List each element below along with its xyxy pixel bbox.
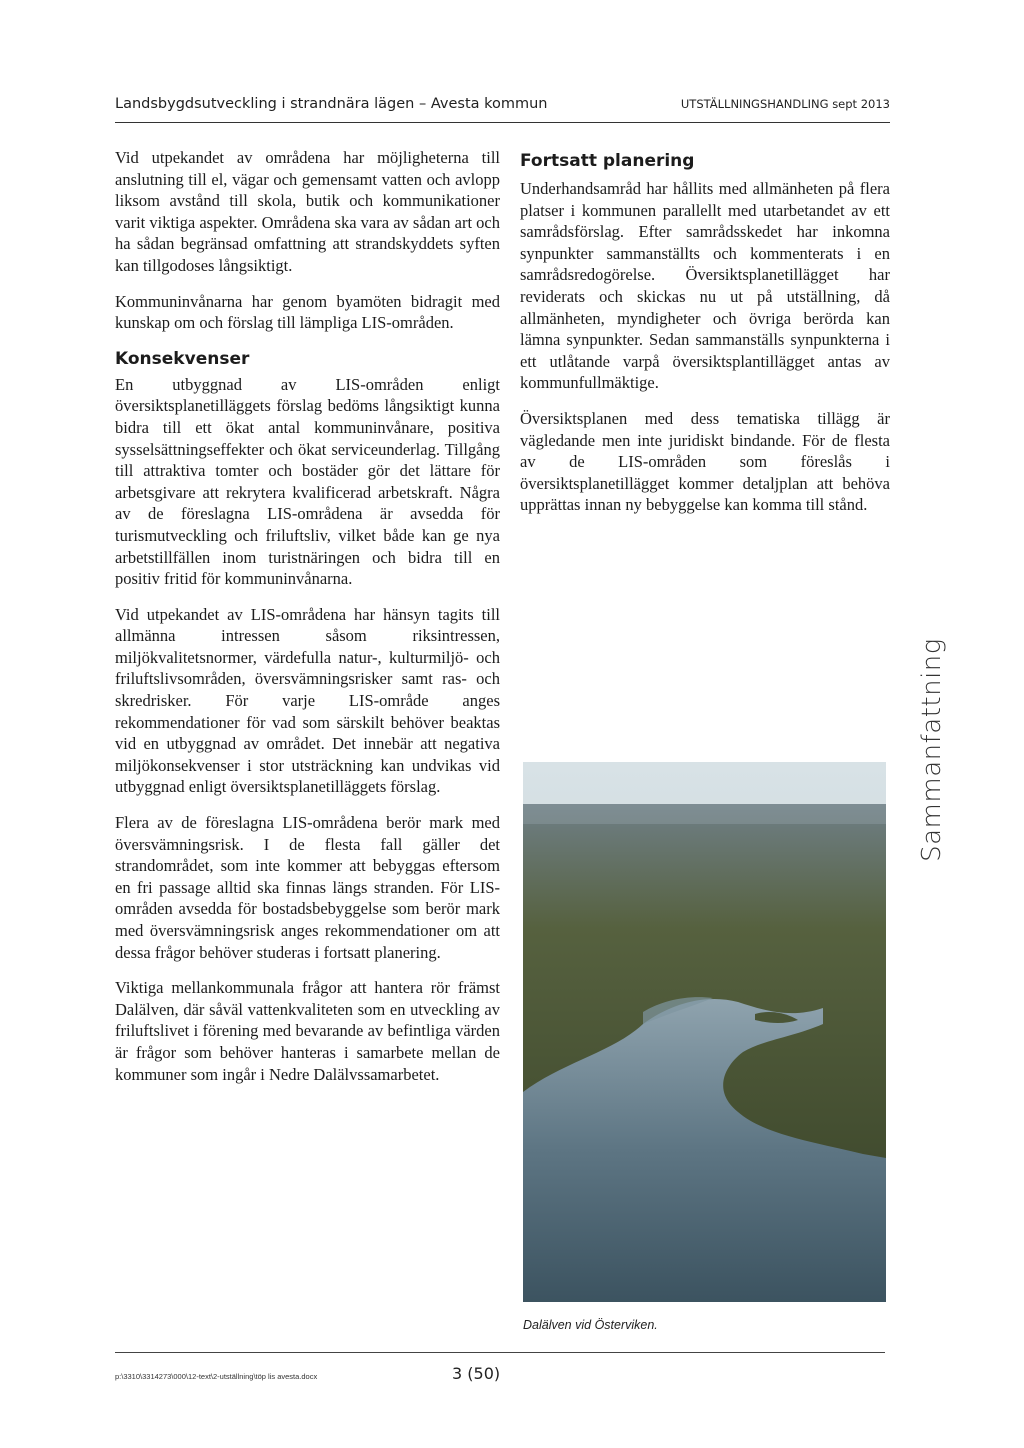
left-column xyxy=(115,147,500,1099)
paragraph-utbyggnad: En utbyggnad av LIS-områden enligt översiktsplanetilläggets förslag bedöms långsiktigt kunna bidra till ett ökat antal kommuninvånare, positiva sysselsättningseffekter och ökat serviceunderlag. Tillgång till attraktiva tomter och bostäder gör det lättare för arbetsgivare att rekrytera kvalificerad arbetskraft. Några av de föreslagna LIS-områdena är avsedda för turismutveckling och friluftsliv, vilket både kan ge nya arbetstillfällen inom turistnäringen och bidra till en positiv fritid för kommuninvånarna. xyxy=(115,374,500,589)
paragraph-mellankommunala: Viktiga mellankommunala frågor att hantera rör främst Dalälven, där såväl vattenkvaliteten som en utveckling av friluftslivet i förening med bevarande av befintliga värden är frågor som behöver hanteras i samarbete mellan de kommuner som ingår i Nedre Dalälvssamarbetet. xyxy=(115,978,500,1084)
photo-caption: Dalälven vid Österviken. xyxy=(523,1318,658,1332)
paragraph-oversvamning: Flera av de föreslagna LIS-områdena berör mark med översvämningsrisk. I de flesta fall gäller det strandområdet, som inte kommer att bebyggas eftersom en fri passage alltid ska finnas längs stranden. För LIS-områden avsedda för bostadsbebyggelse som berör mark med översvämningsrisk anges rekommendationer om att dessa frågor behöver studeras i fortsatt planering. xyxy=(115,813,500,962)
paragraph-utpekandet: Vid utpekandet av områdena har möjligheterna till anslutning till el, vägar och gemensamt vatten och avlopp liksom avstånd till skola, butik och kommunikationer varit viktiga aspekter. Områdena ska vara av sådan art och ha sådan begränsad omfattning att strandskyddets syften kan tillgodoses långsiktigt. xyxy=(115,148,500,275)
heading-konsekvenser: Konsekvenser xyxy=(115,348,250,369)
heading-fortsatt-planering: Fortsatt planering xyxy=(520,151,695,171)
paragraph-oversiktsplanen: Översiktsplanen med dess tematiska tillägg är vägledande men inte juridiskt bindande. För de flesta av de LIS-områden som föreslås i översiktsplanetillägget kommer detaljplan att behöva upprättas innan ny bebyggelse kan komma till stånd. xyxy=(520,408,890,515)
header-title: Landsbygdsutveckling i strandnära lägen – Avesta kommun xyxy=(115,96,548,112)
paragraph-underhandsamrad: Underhandsamråd har hållits med allmänheten på flera platser i kommunen parallellt med utarbetandet av ett samrådsförslag. Efter samrådsskedet har inkomna synpunkter sammanställts och kommenterats i en samrådsredogörelse. Översiktsplanetillägget har reviderats och skickas nu ut på utställning, då allmänheten, myndigheter och övriga berörda kan lämna synpunkter. Sedan sammanställs synpunkterna i ett utlåtande varpå översiktsplantillägget antas av kommunfullmäktige. xyxy=(520,179,890,393)
page-header xyxy=(115,96,890,123)
footer-file-path: p:\3310\3314273\000\12-text\2-utställning\töp lis avesta.docx xyxy=(115,1372,318,1381)
page-number: 3 (50) xyxy=(452,1364,501,1383)
side-title-text: Sammanfattning xyxy=(917,638,947,862)
river-photo xyxy=(523,762,886,1302)
paragraph-kommuninvanarna: Kommuninvånarna har genom byamöten bidragit med kunskap om och förslag till lämpliga LIS-områden. xyxy=(115,291,500,333)
footer-divider xyxy=(115,1352,885,1353)
paragraph-hansyn: Vid utpekandet av LIS-områdena har hänsyn tagits till allmänna intressen såsom riksintressen, miljökvalitetsnormer, värdefulla natur-, kulturmiljö- och friluftslivsområden, översvämningsrisker samt ras- och skredrisker. För varje LIS-område anges rekommendationer för vad som särskilt behöver beaktas vid en utbyggnad av området. Det innebär att negativa miljökonsekvenser i stor utsträckning kan undvikas vid utbyggnad enligt översiktsplanetilläggets förslag. xyxy=(115,604,500,797)
side-title xyxy=(912,638,952,862)
header-document-status: UTSTÄLLNINGSHANDLING sept 2013 xyxy=(680,97,890,111)
right-column xyxy=(520,150,890,530)
